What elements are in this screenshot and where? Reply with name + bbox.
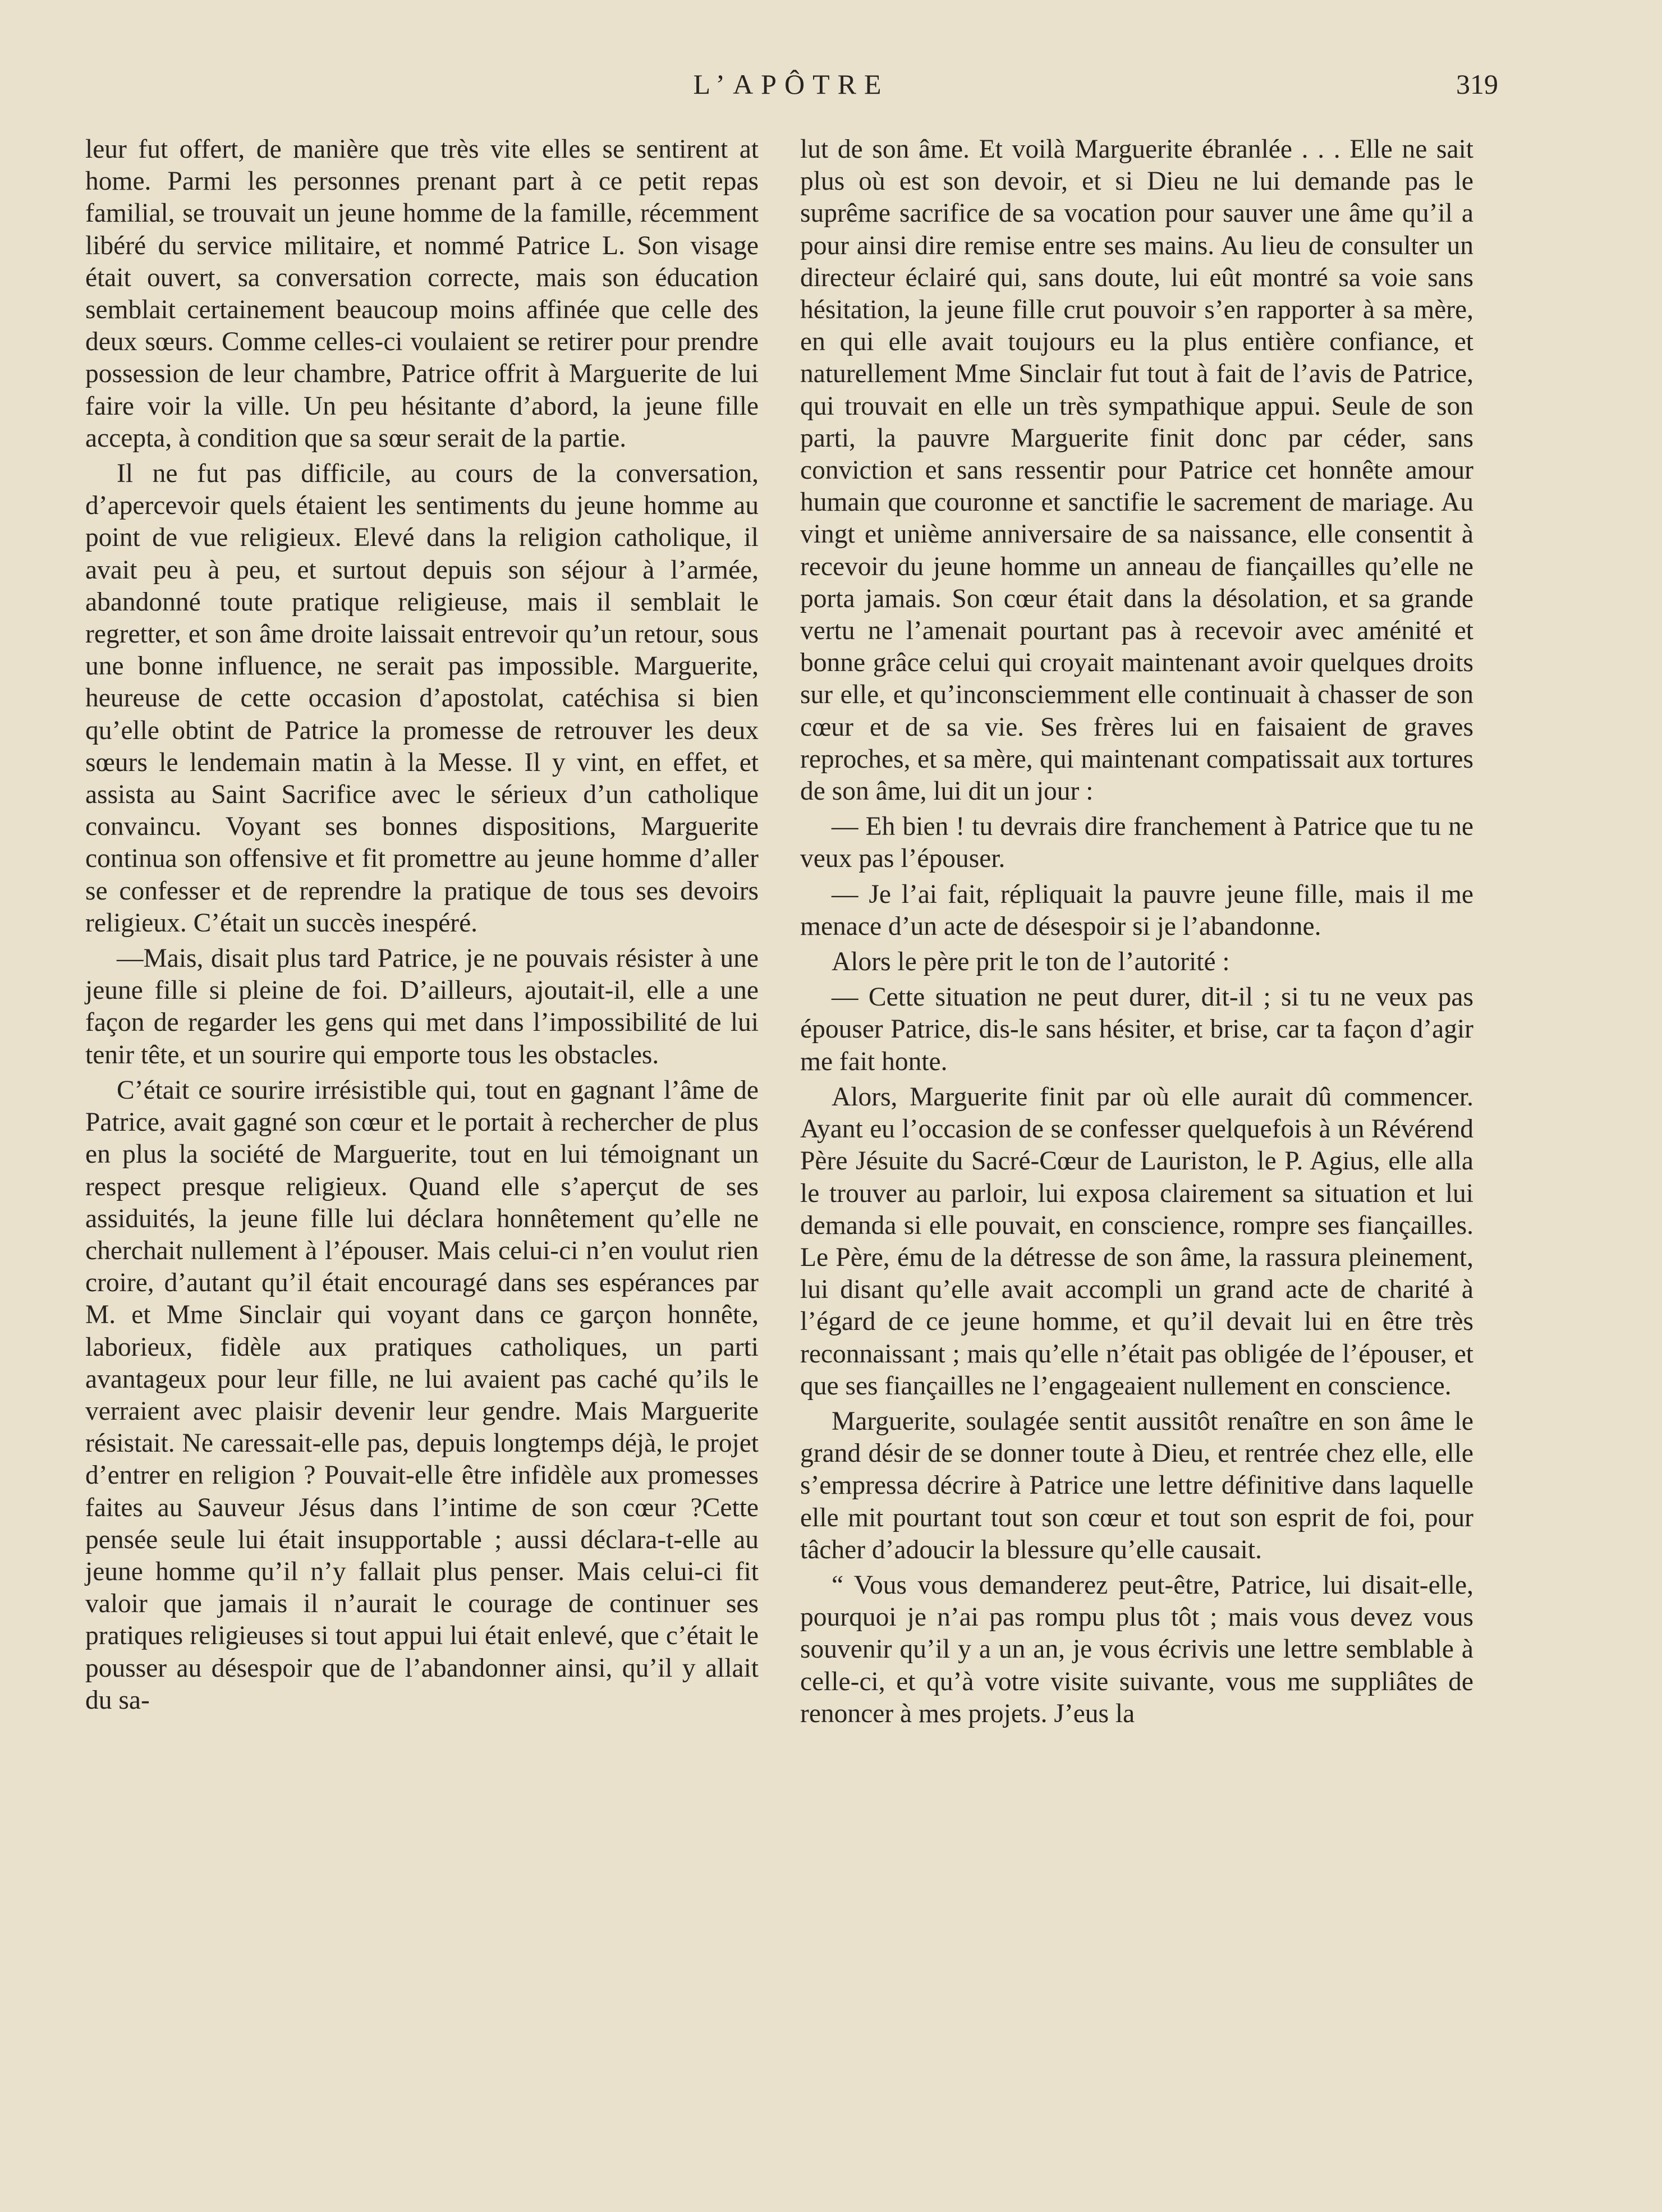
- paragraph: — Cette situation ne peut durer, dit-il ; si tu ne veux pas épouser Patrice, dis-le sans hésiter, et brise, car ta façon d’agir me fait honte.: [800, 983, 1473, 1076]
- paragraph: Marguerite, soulagée sentit aussitôt renaître en son âme le grand désir de se donner toute à Dieu, et rentrée chez elle, elle s’empressa décrire à Patrice une lettre définitive dans laquelle elle mit pourtant tout son cœur et tout son esprit de foi, pour tâcher d’adoucir la blessure qu’elle causait.: [800, 1406, 1473, 1564]
- paragraph: lut de son âme. Et voilà Marguerite ébranlée . . . Elle ne sait plus où est son devoir, et si Dieu ne lui demande pas le suprême sacrifice de sa vocation pour sauver une âme qu’il a pour ainsi dire remise entre ses mains. Au lieu de consulter un directeur éclairé qui, sans doute, lui eût montré sa voie sans hésitation, la jeune fille crut pouvoir s’en rapporter à sa mère, en qui elle avait toujours eu la plus entière confiance, et naturellement Mme Sinclair fut tout à fait de l’avis de Patrice, qui trouvait en elle un très sympathique appui. Seule de son parti, la pauvre Marguerite finit donc par céder, sans conviction et sans ressentir pour Patrice cet honnête amour humain que couronne et sanctifie le sacrement de mariage. Au vingt et unième anniversaire de sa naissance, elle consentit à recevoir du jeune homme un anneau de fiançailles qu’elle ne porta jamais. Son cœur était dans la désolation, et sa grande vertu ne l’amenait pourtant pas à recevoir avec aménité et bonne grâce celui qui croyait maintenant avoir quelques droits sur elle, et qu’inconsciemment elle continuait à chasser de son cœur et de sa vie. Ses frères lui en faisaient de graves reproches, et sa mère, qui maintenant compatissait aux tortures de son âme, lui dit un jour :: [800, 135, 1473, 806]
- paragraph: — Je l’ai fait, répliquait la pauvre jeune fille, mais il me menace d’un acte de désespoir si je l’abandonne.: [800, 879, 1473, 941]
- right-column: [800, 134, 1473, 1730]
- paragraph: Alors, Marguerite finit par où elle aurait dû commencer. Ayant eu l’occasion de se confesser quelquefois à un Révérend Père Jésuite du Sacré-Cœur de Lauriston, le P. Agius, elle alla le trouver au parloir, lui exposa clairement sa situation et lui demanda si elle pouvait, en conscience, rompre ses fiançailles. Le Père, ému de la détresse de son âme, la rassura pleinement, lui disant qu’elle avait accompli un grand acte de charité à l’égard de ce jeune homme, et qu’il devait lui en être très reconnaissant ; mais qu’elle n’était pas obligée de l’épouser, et que ses fiançailles ne l’engageaient nullement en conscience.: [800, 1082, 1473, 1401]
- paragraph: leur fut offert, de manière que très vite elles se sentirent at home. Parmi les personnes prenant part à ce petit repas familial, se trouvait un jeune homme de la famille, récemment libéré du service militaire, et nommé Patrice L. Son visage était ouvert, sa conversation correcte, mais son éducation semblait certainement beaucoup moins affinée que celle des deux sœurs. Comme celles-ci voulaient se retirer pour prendre possession de leur chambre, Patrice offrit à Marguerite de lui faire voir la ville. Un peu hésitante d’abord, la jeune fille accepta, à condition que sa sœur serait de la partie.: [85, 135, 759, 453]
- left-column: [85, 134, 759, 1717]
- paragraph: Il ne fut pas difficile, au cours de la conversation, d’apercevoir quels étaient les sentiments du jeune homme au point de vue religieux. Elevé dans la religion catholique, il avait peu à peu, et surtout depuis son séjour à l’armée, abandonné toute pratique religieuse, mais il semblait le regretter, et son âme droite laissait entrevoir qu’un retour, sous une bonne influence, ne serait pas impossible. Marguerite, heureuse de cette occasion d’apostolat, catéchisa si bien qu’elle obtint de Patrice la promesse de retrouver les deux sœurs le lendemain matin à la Messe. Il y vint, en effet, et assista au Saint Sacrifice avec le sérieux d’un catholique convaincu. Voyant ses bonnes dispositions, Marguerite continua son offensive et fit promettre au jeune homme d’aller se confesser et de reprendre la pratique de tous ses devoirs religieux. C’était un succès inespéré.: [85, 459, 759, 938]
- page-number: 319: [1456, 68, 1498, 100]
- paragraph: C’était ce sourire irrésistible qui, tout en gagnant l’âme de Patrice, avait gagné son cœur et le portait à rechercher de plus en plus la société de Marguerite, tout en lui témoignant un respect presque religieux. Quand elle s’aperçut de ses assiduités, la jeune fille lui déclara honnêtement qu’elle ne cherchait nullement à l’épouser. Mais celui-ci n’en voulut rien croire, d’autant qu’il était encouragé dans ses espérances par M. et Mme Sinclair qui voyant dans ce garçon honnête, laborieux, fidèle aux pratiques catholiques, un parti avantageux pour leur fille, ne lui avaient pas caché qu’ils le verraient avec plaisir devenir leur gendre. Mais Marguerite résistait. Ne caressait-elle pas, depuis longtemps déjà, le projet d’entrer en religion ? Pouvait-elle être infidèle aux promesses faites au Sauveur Jésus dans l’intime de son cœur ?Cette pensée seule lui était insupportable ; aussi déclara-t-elle au jeune homme qu’il n’y fallait plus penser. Mais celui-ci fit valoir que jamais il n’aurait le courage de continuer ses pratiques religieuses si tout appui lui était enlevé, que c’était le pousser au désespoir que de l’abandonner ainsi, qu’il y allait du sa-: [85, 1075, 759, 1715]
- paragraph: —Mais, disait plus tard Patrice, je ne pouvais résister à une jeune fille si pleine de foi. D’ailleurs, ajoutait-il, elle a une façon de regarder les gens qui met dans l’impossibilité de lui tenir tête, et un sourire qui emporte tous les obstacles.: [85, 944, 759, 1070]
- running-title: L’APÔTRE: [693, 68, 889, 100]
- paragraph: Alors le père prit le ton de l’autorité :: [832, 947, 1230, 977]
- running-head: [84, 62, 1498, 107]
- paragraph: — Eh bien ! tu devrais dire franchement à Patrice que tu ne veux pas l’épouser.: [800, 812, 1473, 874]
- paragraph: “ Vous vous demanderez peut-être, Patrice, lui disait-elle, pourquoi je n’ai pas rompu plus tôt ; mais vous devez vous souvenir qu’il y a un an, je vous écrivis une lettre semblable à celle-ci, et qu’à votre visite suivante, vous me suppliâtes de renoncer à mes projets. J’eus la: [800, 1570, 1473, 1728]
